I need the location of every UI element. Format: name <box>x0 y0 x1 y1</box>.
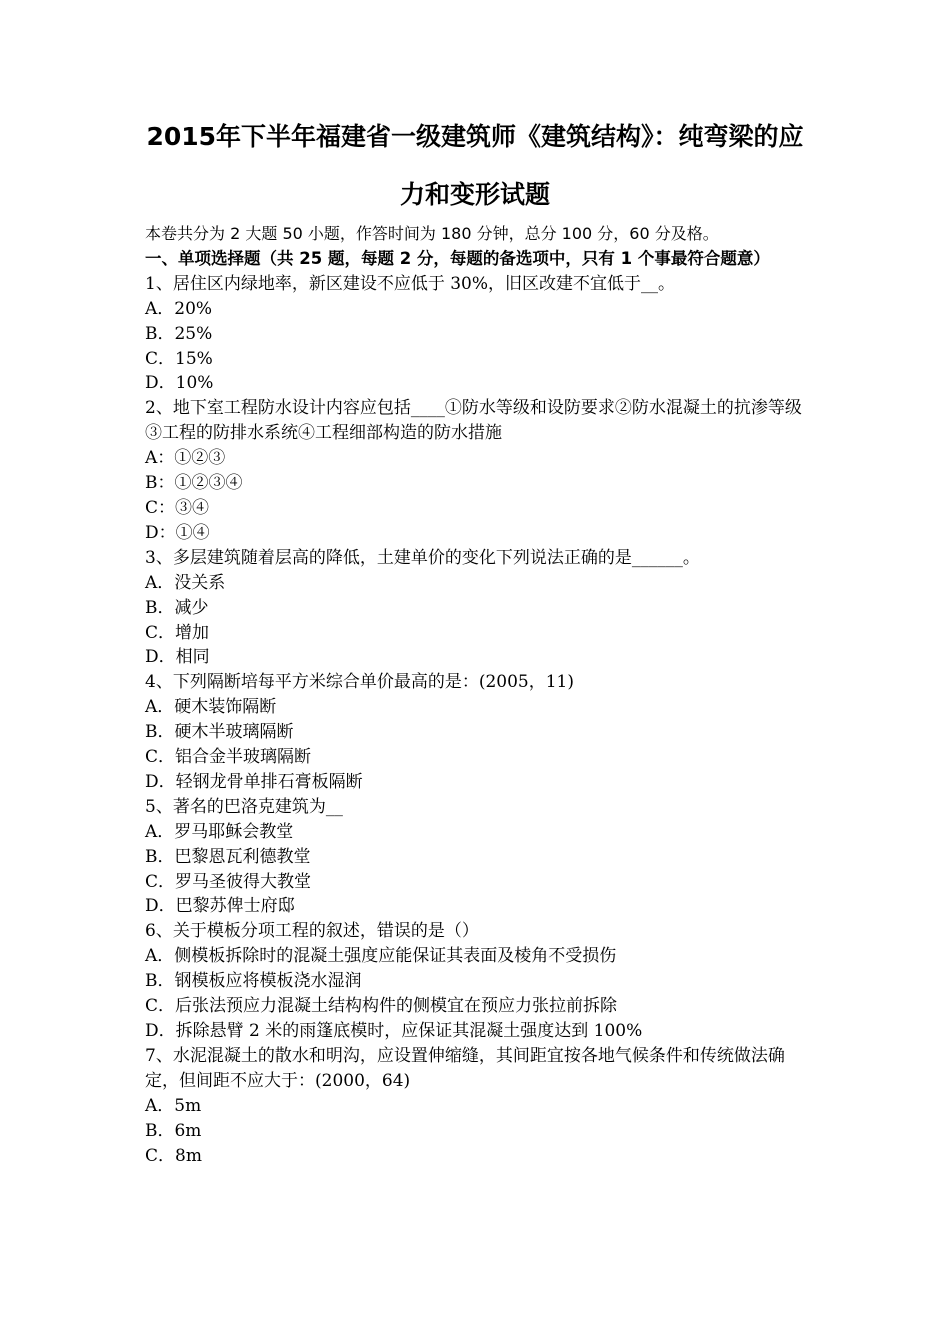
section-heading: 一、单项选择题（共 25 题，每题 2 分，每题的备选项中，只有 1 个事最符合题意） <box>145 248 770 268</box>
question-6 <box>145 919 810 1044</box>
option-c: C．铝合金半玻璃隔断 <box>145 747 312 768</box>
question-7 <box>145 1044 810 1169</box>
option-b: B：①②③④ <box>145 473 243 494</box>
option-b: B．钢模板应将模板浇水湿润 <box>145 971 362 992</box>
question-text: 3、多层建筑随着层高的降低，土建单价的变化下列说法正确的是______。 <box>145 547 700 568</box>
option-c: C．增加 <box>145 622 210 643</box>
option-a: A．罗马耶稣会教堂 <box>145 821 294 842</box>
question-text: 6、关于模板分项工程的叙述，错误的是（） <box>145 921 479 942</box>
option-a: A．没关系 <box>145 572 226 593</box>
option-c: C．后张法预应力混凝土结构构件的侧模宜在预应力张拉前拆除 <box>145 996 618 1017</box>
question-3 <box>145 546 810 671</box>
option-b: B．25% <box>145 323 213 344</box>
question-text: 1、居住区内绿地率，新区建设不应低于 30%，旧区改建不宜低于__。 <box>145 273 676 294</box>
option-c: C．罗马圣彼得大教堂 <box>145 871 312 892</box>
title-line-1: 2015年下半年福建省一级建筑师《建筑结构》：纯弯梁的应 <box>146 122 804 151</box>
question-text: 5、著名的巴洛克建筑为__ <box>145 796 343 817</box>
option-b: B．硬木半玻璃隔断 <box>145 722 294 743</box>
option-d: D．巴黎苏俾士府邸 <box>145 896 295 917</box>
question-text: 4、下列隔断培每平方米综合单价最高的是：(2005，11) <box>145 672 574 693</box>
question-1 <box>145 272 810 397</box>
option-a: A．侧模板拆除时的混凝土强度应能保证其表面及棱角不受损伤 <box>145 946 617 967</box>
question-text: 2、地下室工程防水设计内容应包括____①防水等级和设防要求②防水混凝土的抗渗等级③工程的防排水系统④工程细部构造的防水措施 <box>145 398 802 444</box>
option-a: A：①②③ <box>145 448 226 469</box>
option-b: B．6m <box>145 1120 202 1141</box>
option-d: D．拆除悬臂 2 米的雨篷底模时，应保证其混凝土强度达到 100% <box>145 1021 643 1041</box>
question-text: 7、水泥混凝土的散水和明沟，应设置伸缩缝，其间距宜按各地气候条件和传统做法确定，但间距不应大于：(2000，64) <box>145 1045 785 1091</box>
question-5 <box>145 795 810 920</box>
option-a: A．硬木装饰隔断 <box>145 697 277 718</box>
question-2 <box>145 396 810 545</box>
option-c: C．8m <box>145 1145 202 1166</box>
title-line-2: 力和变形试题 <box>399 180 550 209</box>
option-b: B．减少 <box>145 597 209 618</box>
document-title <box>140 108 810 224</box>
exam-intro: 本卷共分为 2 大题 50 小题，作答时间为 180 分钟，总分 100 分，60 分及格。 <box>145 224 719 243</box>
option-b: B．巴黎恩瓦利德教堂 <box>145 846 311 867</box>
option-a: A．5m <box>145 1095 202 1116</box>
option-d: D．轻钢龙骨单排石膏板隔断 <box>145 771 363 792</box>
option-d: D．10% <box>145 373 214 394</box>
document-body <box>145 222 810 1168</box>
option-d: D．相同 <box>145 647 210 668</box>
option-d: D：①④ <box>145 522 210 543</box>
option-c: C．15% <box>145 348 213 369</box>
option-c: C：③④ <box>145 497 210 518</box>
question-4 <box>145 670 810 795</box>
option-a: A．20% <box>145 298 213 319</box>
